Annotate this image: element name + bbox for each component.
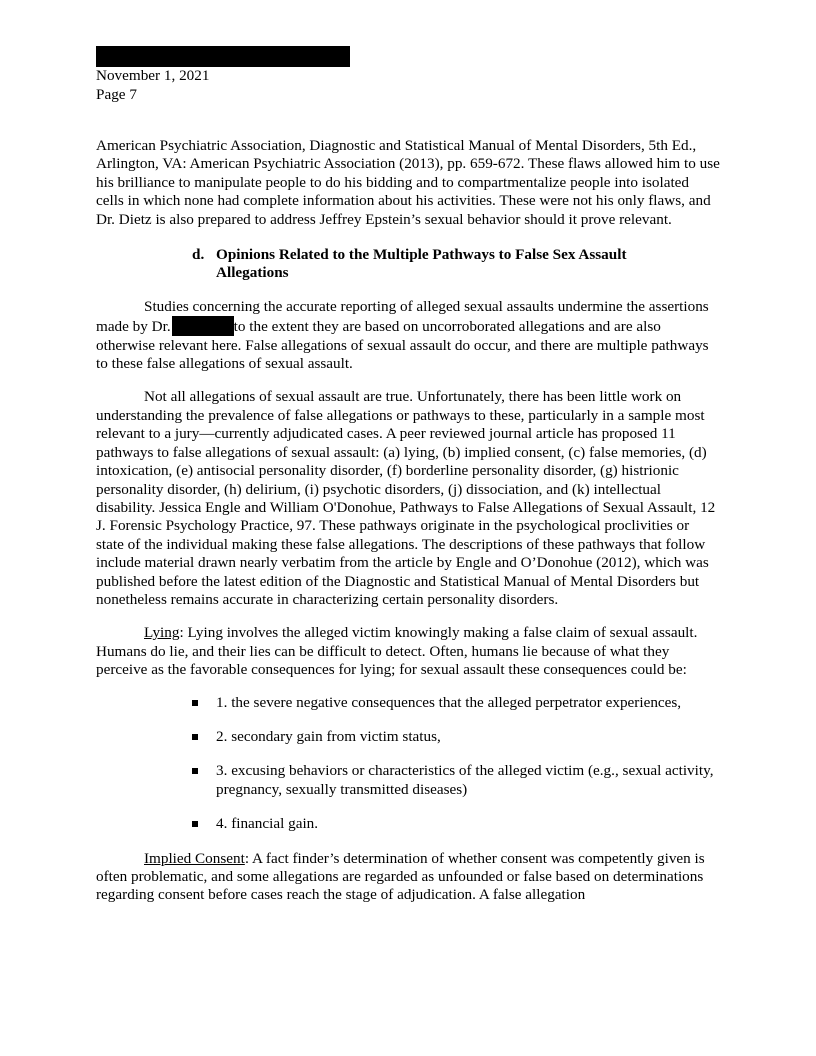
header-page-number: Page 7 — [96, 86, 137, 103]
paragraph-implied-consent — [96, 850, 720, 905]
section-letter: d. — [192, 246, 205, 264]
lying-term: Lying — [144, 624, 180, 642]
list-item: 4. financial gain. — [216, 815, 720, 833]
list-item: 2. secondary gain from victim status, — [216, 728, 720, 746]
paragraph-intro: American Psychiatric Association, Diagnostic and Statistical Manual of Mental Disorders, 5th Ed., Arlington, VA: American Psychiatric Association (2013), pp. 659-672. These flaws allowed him to use his brilliance to manipulate people to do his bidding and to compartmentalize people into isolated cells in which none had complete information about his activities. These were not his only flaws, and Dr. Dietz is also prepared to address Jeffrey Epstein’s sexual behavior should it prove relevant. — [96, 137, 720, 228]
list-item: 1. the severe negative consequences that the alleged perpetrator experiences, — [216, 694, 720, 712]
header-date: November 1, 2021 — [96, 67, 210, 84]
document-body — [96, 137, 720, 905]
implied-consent-term: Implied Consent — [144, 849, 245, 867]
paragraph-not-all: Not all allegations of sexual assault are true. Unfortunately, there has been little work on understanding the prevalence of false allegations or pathways to these, particularly in a sample most relevant to a jury—currently adjudicated cases. A peer reviewed journal article has proposed 11 pathways to false allegations of sexual assault: (a) lying, (b) implied consent, (c) false memories, (d) intoxication, (e) antisocial personality disorder, (f) borderline personality disorder, (g) histrionic personality disorder, (h) delirium, (i) psychotic disorders, (j) dissociation, and (k) intellectual disability. Jessica Engle and William O'Donohue, Pathways to False Allegations of Sexual Assault, 12 J. Forensic Psychology Practice, 97. These pathways originate in the psychological proclivities or state of the individual making these false allegations. The descriptions of these pathways that follow include material drawn nearly verbatim from the article by Engle and O’Donohue (2012), which was published before the latest edition of the Diagnostic and Statistical Manual of Mental Disorders but nonetheless remains accurate in characterizing certain personality disorders. — [96, 388, 716, 608]
bullet-square-icon — [192, 768, 198, 774]
bullet-square-icon — [192, 734, 198, 740]
list-item: 3. excusing behaviors or characteristics of the alleged victim (e.g., sexual activity, pregnancy, sexually transmitted diseases) — [216, 762, 720, 799]
redaction-bar-name — [172, 316, 234, 336]
paragraph-lying — [96, 624, 720, 679]
redaction-bar-header — [96, 46, 350, 67]
implied-consent-text: : A fact finder’s determination of whether consent was competently given is often problematic, and some allegations are regarded as unfounded or false based on determinations regarding consent before cases reach the stage of adjudication. A false allegation — [96, 849, 705, 904]
letter-header — [96, 67, 720, 105]
section-heading — [192, 246, 676, 283]
paragraph-studies — [96, 298, 720, 374]
bullet-square-icon — [192, 821, 198, 827]
bullet-square-icon — [192, 700, 198, 706]
section-title: Opinions Related to the Multiple Pathways to False Sex Assault Allegations — [216, 246, 627, 282]
studies-text-before: Studies concerning the accurate reporting of alleged sexual assaults undermine the assertions made by Dr. — [96, 297, 709, 336]
lying-text: : Lying involves the alleged victim knowingly making a false claim of sexual assault. Humans do lie, and their lies can be difficult to detect. Often, humans lie because of what they perceive as the favorable consequences for lying; for sexual assault these consequences could be: — [96, 624, 698, 679]
studies-text-after: to the extent they are based on uncorroborated allegations and are also otherwise relevant here. False allegations of sexual assault do occur, and there are multiple pathways to these false allegations of sexual assault. — [96, 318, 709, 373]
consequences-list — [96, 694, 720, 834]
